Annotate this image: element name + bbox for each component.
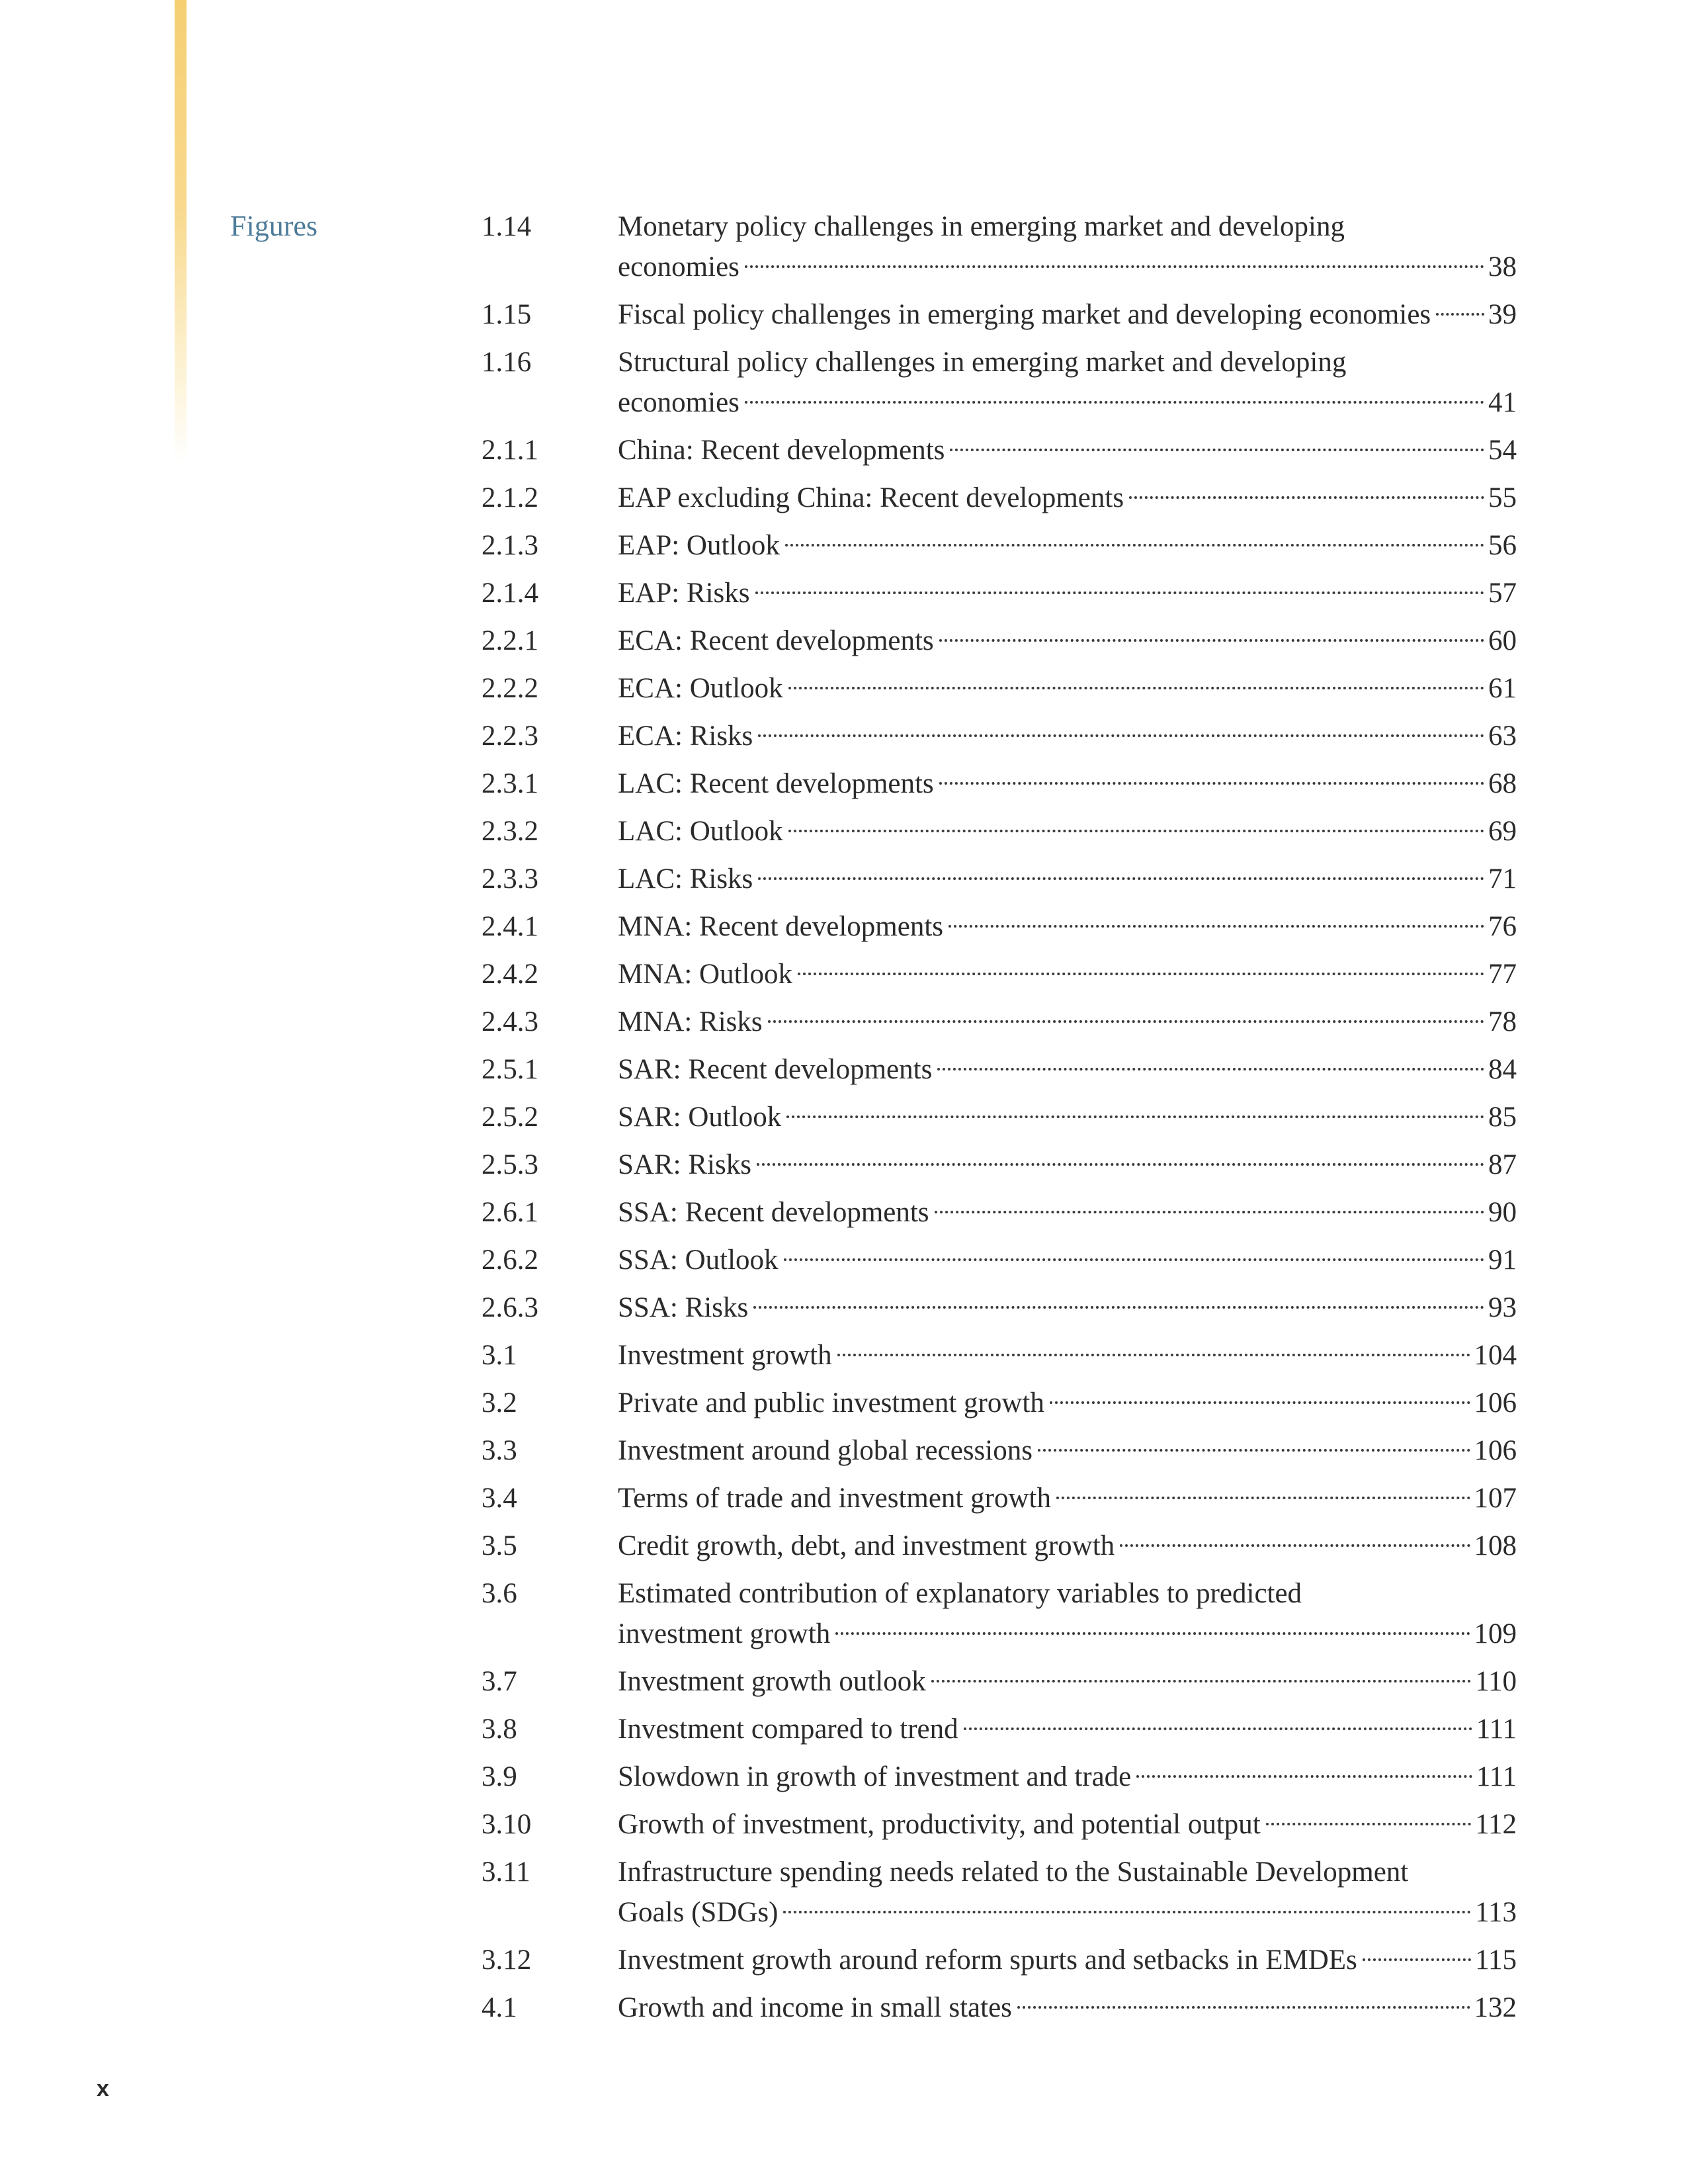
dot-leader bbox=[758, 877, 1484, 880]
figure-number: 2.6.2 bbox=[482, 1245, 538, 1276]
figure-title: ECA: Risks bbox=[618, 721, 753, 752]
figure-entry[interactable] bbox=[482, 1383, 1517, 1423]
figure-entry[interactable] bbox=[482, 1573, 1517, 1654]
page-number: 115 bbox=[1475, 1944, 1517, 1976]
dot-leader bbox=[964, 1727, 1472, 1730]
figure-entry[interactable] bbox=[482, 1804, 1517, 1845]
dot-leader bbox=[931, 1680, 1471, 1682]
page-number: 85 bbox=[1488, 1102, 1517, 1133]
dot-leader bbox=[745, 265, 1484, 268]
page-number: 108 bbox=[1474, 1530, 1517, 1561]
figure-number: 2.3.2 bbox=[482, 816, 538, 847]
figure-entry[interactable] bbox=[482, 1757, 1517, 1797]
figure-number: 3.11 bbox=[482, 1856, 530, 1888]
dot-leader bbox=[1120, 1544, 1470, 1547]
page-number: 111 bbox=[1476, 1714, 1517, 1745]
figure-entry[interactable] bbox=[482, 1335, 1517, 1376]
dot-leader bbox=[745, 401, 1484, 404]
figure-number: 3.2 bbox=[482, 1387, 517, 1419]
dot-leader bbox=[1056, 1497, 1470, 1499]
figure-number: 1.15 bbox=[482, 299, 532, 330]
dot-leader bbox=[788, 830, 1484, 832]
page-number: 111 bbox=[1476, 1761, 1517, 1792]
page-number: 69 bbox=[1488, 816, 1517, 847]
figure-entry[interactable] bbox=[482, 1526, 1517, 1566]
figure-number: 2.4.3 bbox=[482, 1006, 538, 1037]
figure-entry[interactable] bbox=[482, 1097, 1517, 1137]
figure-title: ECA: Outlook bbox=[618, 673, 783, 704]
page-number: 41 bbox=[1488, 387, 1517, 418]
figure-entry[interactable] bbox=[482, 906, 1517, 947]
page-number: 109 bbox=[1474, 1618, 1517, 1649]
figure-title: Growth and income in small states bbox=[618, 1992, 1012, 2023]
figure-entry[interactable] bbox=[482, 206, 1517, 287]
figure-entry[interactable] bbox=[482, 1987, 1517, 2028]
section-title: Figures bbox=[230, 210, 317, 242]
figure-entry[interactable] bbox=[482, 1709, 1517, 1749]
decorative-gold-bar bbox=[175, 0, 187, 463]
page-number: 87 bbox=[1488, 1149, 1517, 1180]
figure-title: Goals (SDGs) bbox=[618, 1897, 779, 1928]
figure-number: 4.1 bbox=[482, 1992, 517, 2023]
figure-number: 2.1.4 bbox=[482, 578, 538, 609]
figure-number: 2.5.1 bbox=[482, 1054, 538, 1085]
page-number: 56 bbox=[1488, 530, 1517, 561]
page-number: 38 bbox=[1488, 251, 1517, 283]
figure-title-line1: Infrastructure spending needs related to the Sustainable Development bbox=[618, 1856, 1409, 1888]
dot-leader bbox=[783, 1911, 1471, 1913]
figure-number: 1.14 bbox=[482, 211, 532, 242]
figure-title: MNA: Outlook bbox=[618, 959, 792, 990]
figure-number: 1.16 bbox=[482, 347, 532, 378]
page-number: 55 bbox=[1488, 482, 1517, 513]
dot-leader bbox=[753, 1306, 1484, 1309]
page-number: 132 bbox=[1474, 1992, 1517, 2023]
figure-number: 2.5.2 bbox=[482, 1102, 538, 1133]
figure-number: 2.4.2 bbox=[482, 959, 538, 990]
figure-number: 3.9 bbox=[482, 1761, 517, 1792]
figure-title: Terms of trade and investment growth bbox=[618, 1483, 1051, 1514]
figure-title: ECA: Recent developments bbox=[618, 625, 934, 656]
page-number: 84 bbox=[1488, 1054, 1517, 1085]
dot-leader bbox=[939, 639, 1484, 642]
figure-entry[interactable] bbox=[482, 1145, 1517, 1185]
figure-entry[interactable] bbox=[482, 430, 1517, 470]
figure-title: Investment growth bbox=[618, 1340, 832, 1371]
figure-entry[interactable] bbox=[482, 525, 1517, 566]
page-number: 77 bbox=[1488, 959, 1517, 990]
figure-number: 3.6 bbox=[482, 1578, 517, 1609]
figure-number: 3.10 bbox=[482, 1809, 532, 1840]
figure-entry[interactable] bbox=[482, 1288, 1517, 1328]
dot-leader bbox=[757, 1163, 1484, 1166]
figure-title: Fiscal policy challenges in emerging market and developing economies bbox=[618, 299, 1431, 330]
figure-title-line1: Estimated contribution of explanatory variables to predicted bbox=[618, 1578, 1302, 1609]
page-number: 78 bbox=[1488, 1006, 1517, 1037]
figure-number: 2.2.1 bbox=[482, 625, 538, 656]
page-number: 90 bbox=[1488, 1197, 1517, 1228]
dot-leader bbox=[785, 544, 1484, 546]
figure-title: Investment compared to trend bbox=[618, 1714, 958, 1745]
figures-list bbox=[482, 206, 1517, 2035]
figure-title: LAC: Outlook bbox=[618, 816, 783, 847]
figure-entry[interactable] bbox=[482, 668, 1517, 709]
page-number: 106 bbox=[1474, 1435, 1517, 1466]
page-number: 60 bbox=[1488, 625, 1517, 656]
page-number: 68 bbox=[1488, 768, 1517, 799]
figure-entry[interactable] bbox=[482, 1049, 1517, 1090]
figure-entry[interactable] bbox=[482, 1430, 1517, 1471]
dot-leader bbox=[1017, 2006, 1470, 2009]
figure-entry[interactable] bbox=[482, 1940, 1517, 1980]
figure-entry[interactable] bbox=[482, 1478, 1517, 1518]
figure-entry[interactable] bbox=[482, 764, 1517, 804]
figure-entry[interactable] bbox=[482, 342, 1517, 423]
dot-leader bbox=[1266, 1823, 1471, 1825]
page-folio: x bbox=[97, 2076, 109, 2101]
page-number: 63 bbox=[1488, 721, 1517, 752]
dot-leader bbox=[837, 1354, 1470, 1356]
dot-leader bbox=[1363, 1958, 1471, 1961]
figure-number: 3.1 bbox=[482, 1340, 517, 1371]
figure-title: economies bbox=[618, 251, 739, 283]
dot-leader bbox=[768, 1020, 1484, 1023]
dot-leader bbox=[755, 591, 1484, 594]
page-number: 106 bbox=[1474, 1387, 1517, 1419]
dot-leader bbox=[835, 1632, 1470, 1635]
page-number: 76 bbox=[1488, 911, 1517, 942]
figure-entry[interactable] bbox=[482, 573, 1517, 613]
dot-leader bbox=[1136, 1775, 1472, 1778]
figure-title: LAC: Risks bbox=[618, 863, 753, 895]
figure-title: economies bbox=[618, 387, 739, 418]
page-number: 54 bbox=[1488, 435, 1517, 466]
page-number: 104 bbox=[1474, 1340, 1517, 1371]
figure-number: 3.3 bbox=[482, 1435, 517, 1466]
page-number: 71 bbox=[1488, 863, 1517, 895]
dot-leader bbox=[784, 1258, 1484, 1261]
dot-leader bbox=[758, 734, 1484, 737]
figure-number: 2.6.3 bbox=[482, 1292, 538, 1323]
dot-leader bbox=[949, 925, 1484, 928]
figure-number: 2.1.2 bbox=[482, 482, 538, 513]
figure-title-line1: Monetary policy challenges in emerging market and developing bbox=[618, 211, 1345, 242]
dot-leader bbox=[788, 687, 1484, 689]
dot-leader bbox=[939, 782, 1484, 785]
dot-leader bbox=[1436, 313, 1484, 316]
figure-number: 3.7 bbox=[482, 1666, 517, 1697]
figure-number: 2.3.3 bbox=[482, 863, 538, 895]
dot-leader bbox=[1129, 496, 1484, 499]
figure-title: MNA: Risks bbox=[618, 1006, 763, 1037]
figure-entry[interactable] bbox=[482, 621, 1517, 661]
figure-entry[interactable] bbox=[482, 294, 1517, 335]
figure-title: SAR: Outlook bbox=[618, 1102, 782, 1133]
figure-title-line1: Structural policy challenges in emerging market and developing bbox=[618, 347, 1347, 378]
figure-title: SAR: Risks bbox=[618, 1149, 751, 1180]
figure-title: SSA: Risks bbox=[618, 1292, 749, 1323]
figure-number: 2.2.2 bbox=[482, 673, 538, 704]
page-number: 61 bbox=[1488, 673, 1517, 704]
dot-leader bbox=[950, 449, 1484, 451]
page-number: 113 bbox=[1475, 1897, 1517, 1928]
dot-leader bbox=[798, 973, 1484, 975]
figure-number: 2.4.1 bbox=[482, 911, 538, 942]
dot-leader bbox=[1038, 1449, 1470, 1452]
figure-number: 3.8 bbox=[482, 1714, 517, 1745]
figure-title: Investment around global recessions bbox=[618, 1435, 1033, 1466]
figure-title: investment growth bbox=[618, 1618, 831, 1649]
dot-leader bbox=[1050, 1401, 1470, 1404]
page-number: 110 bbox=[1475, 1666, 1517, 1697]
figure-number: 2.1.3 bbox=[482, 530, 538, 561]
figure-entry[interactable] bbox=[482, 1002, 1517, 1042]
figure-title: SSA: Outlook bbox=[618, 1245, 779, 1276]
figure-title: Private and public investment growth bbox=[618, 1387, 1044, 1419]
page-number: 57 bbox=[1488, 578, 1517, 609]
figure-number: 3.5 bbox=[482, 1530, 517, 1561]
figure-title: Slowdown in growth of investment and trade bbox=[618, 1761, 1132, 1792]
figure-title: Growth of investment, productivity, and potential output bbox=[618, 1809, 1261, 1840]
figure-entry[interactable] bbox=[482, 1192, 1517, 1233]
figure-title: SSA: Recent developments bbox=[618, 1197, 929, 1228]
page-number: 91 bbox=[1488, 1245, 1517, 1276]
page-number: 39 bbox=[1488, 299, 1517, 330]
figure-title: Credit growth, debt, and investment growth bbox=[618, 1530, 1115, 1561]
figure-entry[interactable] bbox=[482, 811, 1517, 852]
figure-entry[interactable] bbox=[482, 1661, 1517, 1702]
figure-number: 2.5.3 bbox=[482, 1149, 538, 1180]
dot-leader bbox=[935, 1211, 1484, 1213]
figure-title: EAP: Risks bbox=[618, 578, 750, 609]
figure-title: EAP: Outlook bbox=[618, 530, 780, 561]
figure-number: 2.6.1 bbox=[482, 1197, 538, 1228]
dot-leader bbox=[786, 1115, 1484, 1118]
figure-title: LAC: Recent developments bbox=[618, 768, 934, 799]
figure-entry[interactable] bbox=[482, 1240, 1517, 1280]
dot-leader bbox=[937, 1068, 1484, 1070]
figure-number: 3.12 bbox=[482, 1944, 532, 1976]
figure-title: Investment growth outlook bbox=[618, 1666, 926, 1697]
figure-title: Investment growth around reform spurts and setbacks in EMDEs bbox=[618, 1944, 1357, 1976]
figure-entry[interactable] bbox=[482, 716, 1517, 756]
page-number: 112 bbox=[1475, 1809, 1517, 1840]
figure-number: 2.3.1 bbox=[482, 768, 538, 799]
figure-title: MNA: Recent developments bbox=[618, 911, 944, 942]
figure-entry[interactable] bbox=[482, 1852, 1517, 1933]
figure-entry[interactable] bbox=[482, 859, 1517, 899]
figure-entry[interactable] bbox=[482, 478, 1517, 518]
figure-entry[interactable] bbox=[482, 954, 1517, 994]
figure-number: 3.4 bbox=[482, 1483, 517, 1514]
figure-number: 2.2.3 bbox=[482, 721, 538, 752]
figure-title: SAR: Recent developments bbox=[618, 1054, 933, 1085]
figure-number: 2.1.1 bbox=[482, 435, 538, 466]
figure-title: EAP excluding China: Recent developments bbox=[618, 482, 1124, 513]
figure-title: China: Recent developments bbox=[618, 435, 945, 466]
page-number: 93 bbox=[1488, 1292, 1517, 1323]
page-number: 107 bbox=[1474, 1483, 1517, 1514]
